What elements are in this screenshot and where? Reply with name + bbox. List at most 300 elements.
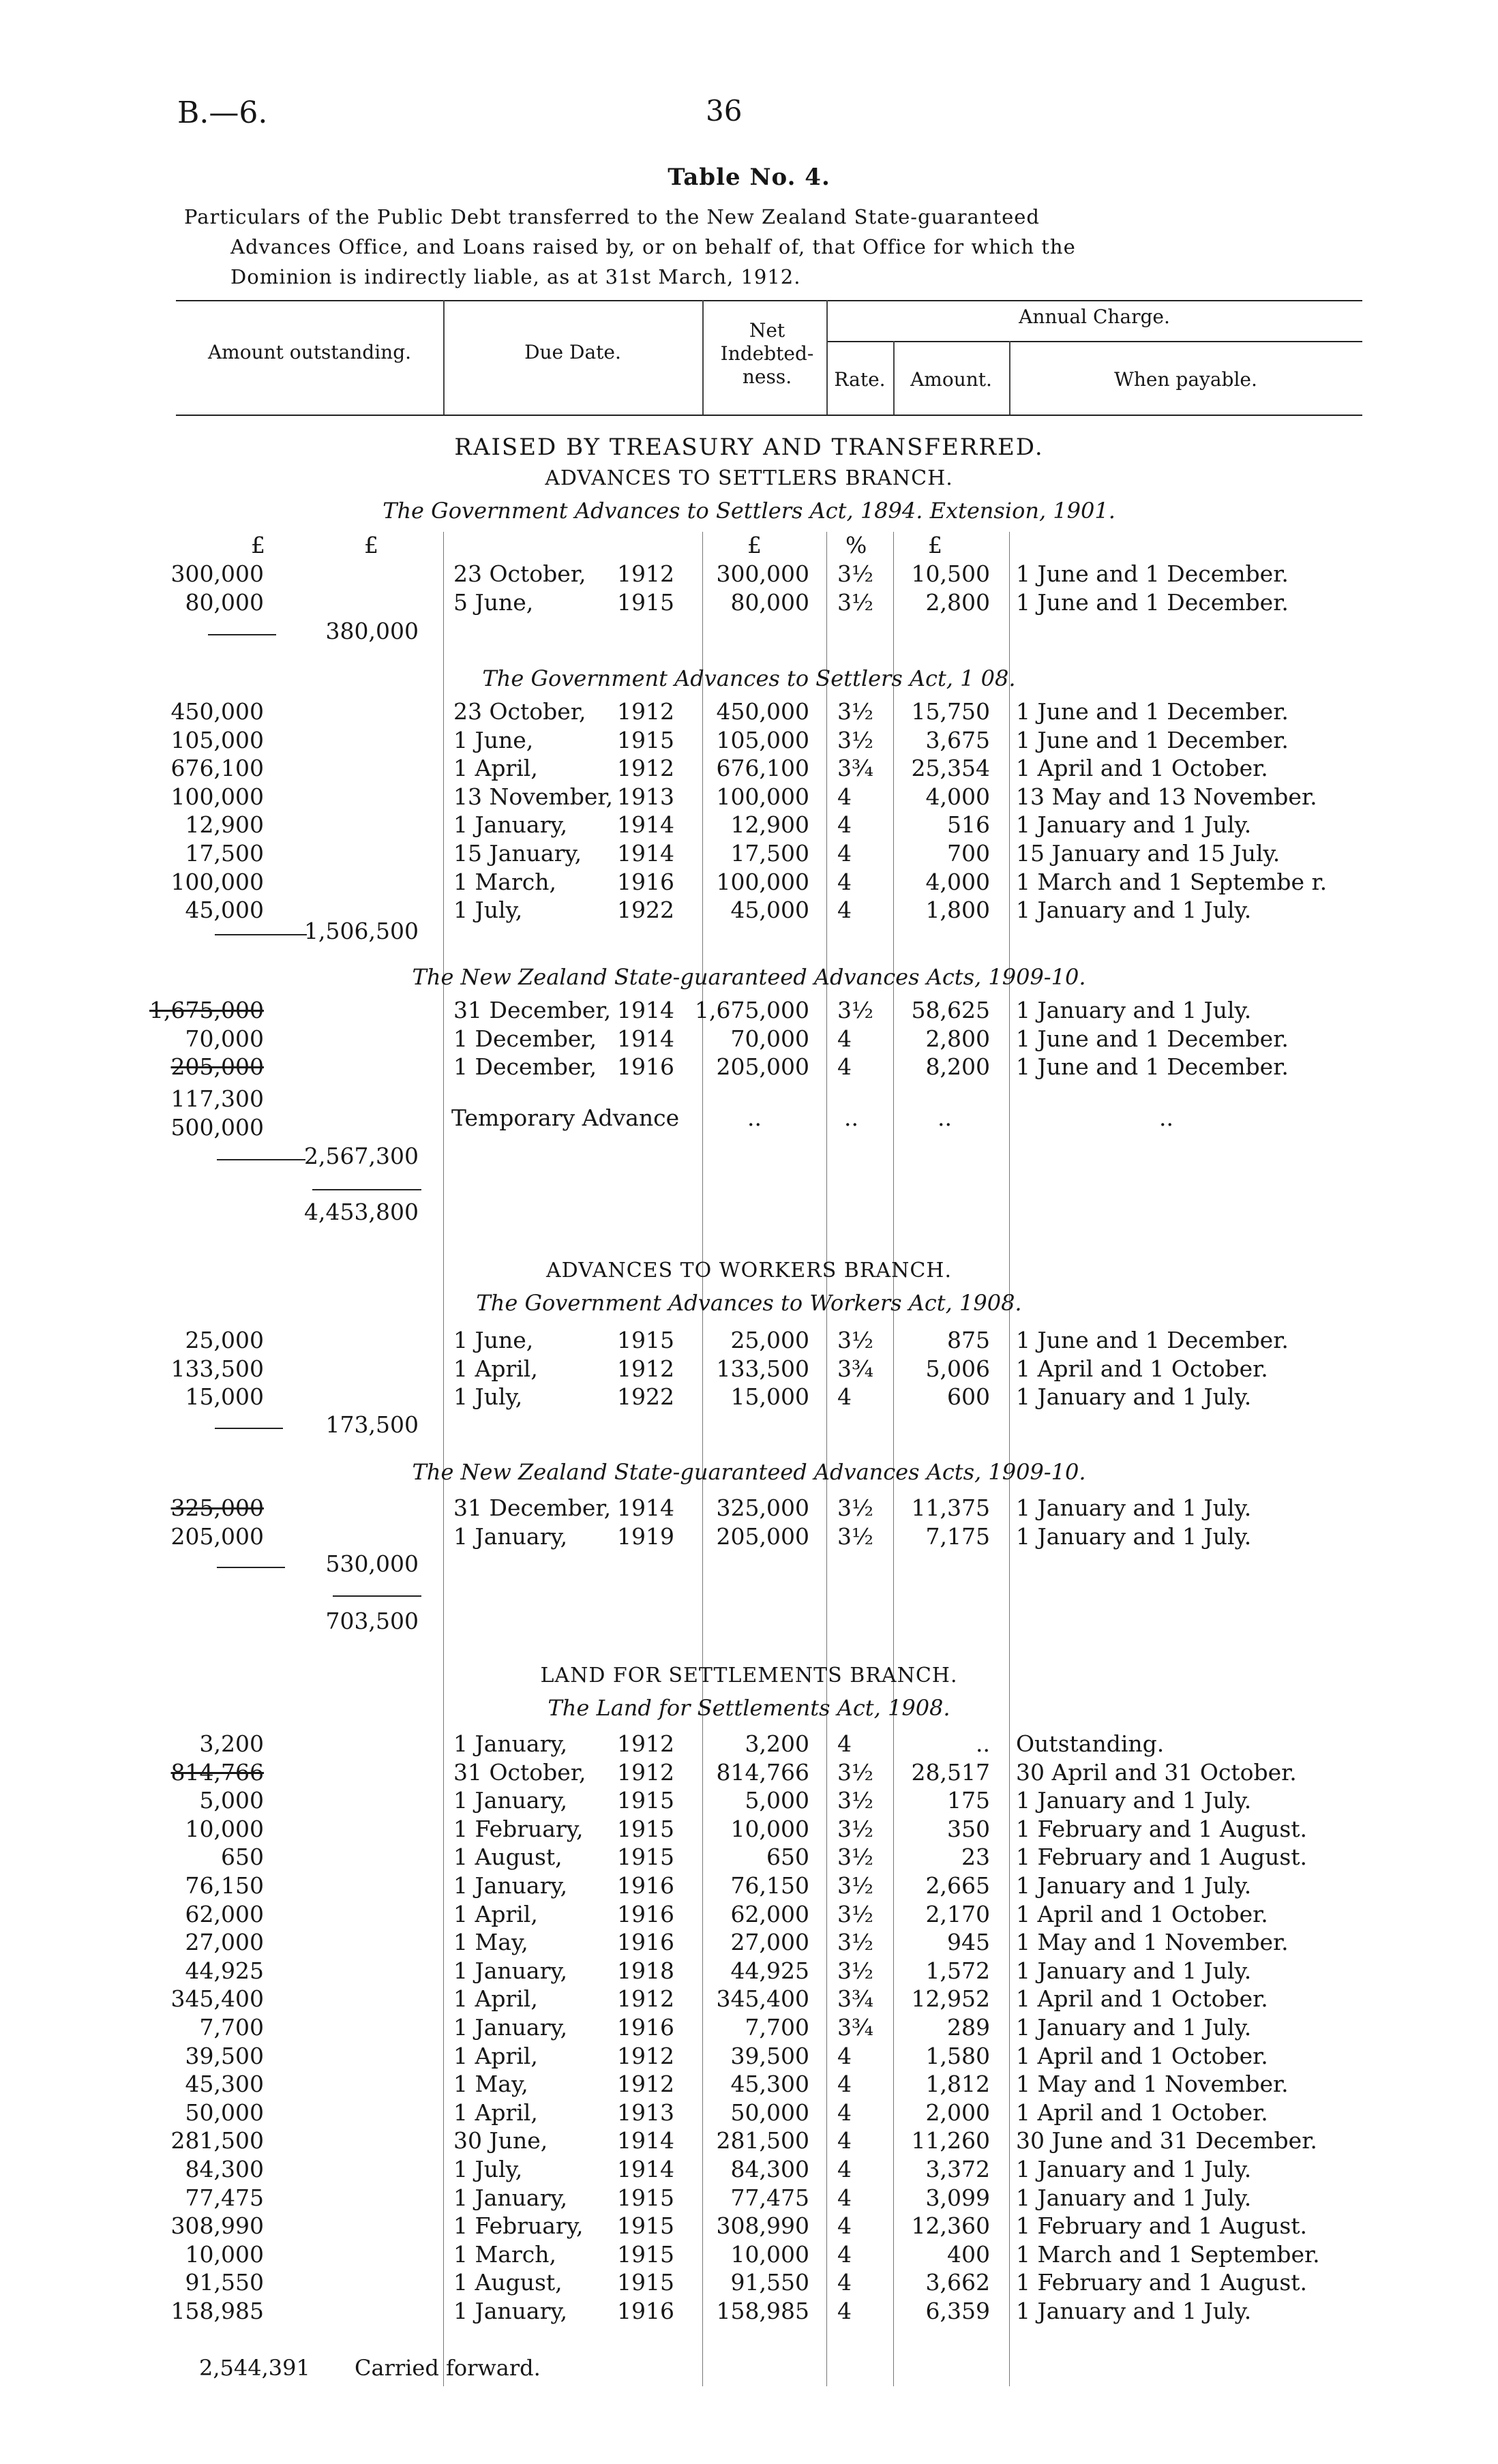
annual-amount: 1,800 xyxy=(925,897,990,924)
when-payable: 1 April and 1 October. xyxy=(1016,2042,1268,2069)
when-payable: 30 June and 31 December. xyxy=(1016,2127,1317,2154)
dots: .. xyxy=(747,1105,762,1131)
net-indebtedness: 25,000 xyxy=(730,1327,809,1353)
annual-amount: 700 xyxy=(947,840,990,867)
rate: 4 xyxy=(837,1053,852,1081)
amount-outstanding: 205,000 xyxy=(170,1053,264,1081)
due-date: 1 March, xyxy=(453,2240,556,2268)
amount-outstanding: 5,000 xyxy=(199,1787,264,1814)
temporary-advance-label: Temporary Advance xyxy=(451,1105,680,1131)
due-year: 1915 xyxy=(617,2184,674,2211)
rate: 4 xyxy=(837,897,852,924)
rate: 4 xyxy=(837,1383,852,1411)
net-indebtedness: 44,925 xyxy=(730,1957,809,1984)
rate: 3¾ xyxy=(837,755,873,782)
annual-amount: 1,572 xyxy=(925,1957,990,1984)
due-year: 1915 xyxy=(617,726,674,753)
act-heading-settlers-1908: The Government Advances to Settlers Act, 1 08. xyxy=(482,665,1016,691)
table-row xyxy=(0,1816,1498,1844)
when-payable: 1 January and 1 July. xyxy=(1016,2014,1252,2041)
net-indebtedness: 10,000 xyxy=(730,2240,809,2268)
due-year: 1912 xyxy=(617,1355,674,1382)
col-annual-charge: Annual Charge. xyxy=(1019,305,1170,328)
rate: 3½ xyxy=(837,1522,873,1550)
amount-outstanding: 10,000 xyxy=(185,2240,264,2268)
due-year: 1915 xyxy=(617,1327,674,1353)
subtotal-state-guaranteed-1: 2,567,300 xyxy=(304,1143,419,1169)
net-indebtedness: 100,000 xyxy=(716,868,809,895)
due-date: 1 July, xyxy=(453,1383,523,1411)
rate: 4 xyxy=(837,2099,852,2126)
annual-amount: 23 xyxy=(961,1844,990,1871)
amount-outstanding: 281,500 xyxy=(170,2127,264,2154)
when-payable: 1 June and 1 December. xyxy=(1016,1327,1289,1353)
table-row xyxy=(0,2269,1498,2298)
annual-amount: 25,354 xyxy=(911,755,990,782)
table-row xyxy=(0,2014,1498,2043)
net-indebtedness: 105,000 xyxy=(716,726,809,753)
unit-row xyxy=(0,532,1498,560)
when-payable: 1 January and 1 July. xyxy=(1016,1787,1252,1814)
due-year: 1914 xyxy=(617,1025,674,1052)
amount-outstanding: 308,990 xyxy=(170,2212,264,2240)
rate: 4 xyxy=(837,1025,852,1052)
col-amount-outstanding: Amount outstanding. xyxy=(207,341,412,363)
annual-amount: 516 xyxy=(947,811,990,839)
unit-pound: £ xyxy=(747,532,762,558)
due-year: 1913 xyxy=(617,783,674,810)
due-year: 1916 xyxy=(617,1929,674,1956)
act-heading-state-guaranteed-2: The New Zealand State-guaranteed Advances Acts, 1909-10. xyxy=(412,1459,1086,1485)
subtotal-rule xyxy=(215,934,307,935)
rate: 3½ xyxy=(837,726,873,753)
table-row xyxy=(0,755,1498,783)
amount-outstanding: 91,550 xyxy=(185,2269,264,2296)
annual-charge-rule xyxy=(826,341,1362,342)
due-date: 1 March, xyxy=(453,868,556,895)
rate: 4 xyxy=(837,868,852,895)
net-indebtedness: 281,500 xyxy=(716,2127,809,2154)
total-workers-branch: 703,500 xyxy=(325,1608,419,1634)
amount-outstanding: 450,000 xyxy=(170,698,264,725)
annual-amount: 1,580 xyxy=(925,2042,990,2069)
rate: 3¾ xyxy=(837,1985,873,2013)
amount-outstanding: 12,900 xyxy=(185,811,264,839)
net-indebtedness: 450,000 xyxy=(716,698,809,725)
annual-amount: 15,750 xyxy=(911,698,990,725)
when-payable: 1 January and 1 July. xyxy=(1016,2156,1252,2182)
due-date: 1 February, xyxy=(453,2212,584,2240)
rate: 3¾ xyxy=(837,1355,873,1382)
when-payable: 1 June and 1 December. xyxy=(1016,588,1289,616)
dots: .. xyxy=(938,1105,952,1131)
due-year: 1918 xyxy=(617,1957,674,1984)
due-date: 1 April, xyxy=(453,2099,538,2126)
when-payable: 1 March and 1 Septembe r. xyxy=(1016,868,1328,895)
table-row xyxy=(0,727,1498,755)
when-payable: 1 January and 1 July. xyxy=(1016,2298,1252,2324)
amount-outstanding: 205,000 xyxy=(170,1522,264,1550)
carried-forward-amount: 2,544,391 xyxy=(199,2355,310,2381)
when-payable: 1 June and 1 December. xyxy=(1016,1053,1289,1081)
when-payable: 1 January and 1 July. xyxy=(1016,997,1252,1023)
due-date: 1 April, xyxy=(453,2042,538,2069)
due-date: 1 January, xyxy=(453,2298,568,2324)
table-row xyxy=(0,1901,1498,1929)
rate: 4 xyxy=(837,783,852,810)
due-year: 1915 xyxy=(617,2240,674,2268)
when-payable: 1 February and 1 August. xyxy=(1016,1815,1308,1842)
dots: .. xyxy=(844,1105,858,1131)
net-indebtedness: 676,100 xyxy=(716,755,809,782)
amount-outstanding: 25,000 xyxy=(185,1327,264,1353)
table-row xyxy=(0,869,1498,897)
when-payable: 1 April and 1 October. xyxy=(1016,1900,1268,1927)
rate: 3½ xyxy=(837,588,873,616)
net-indebtedness: 325,000 xyxy=(716,1494,809,1521)
net-indebtedness: 300,000 xyxy=(716,560,809,587)
when-payable: 1 January and 1 July. xyxy=(1016,1494,1252,1521)
table-row xyxy=(0,2127,1498,2156)
when-payable: 1 April and 1 October. xyxy=(1016,2099,1268,2126)
rate: 3½ xyxy=(837,1900,873,1927)
due-date: 1 December, xyxy=(453,1025,597,1052)
table-row xyxy=(0,1787,1498,1816)
due-year: 1914 xyxy=(617,840,674,867)
due-date: 1 April, xyxy=(453,1985,538,2013)
when-payable: 1 February and 1 August. xyxy=(1016,1844,1308,1871)
net-indebtedness: 39,500 xyxy=(730,2042,809,2069)
amount-outstanding: 345,400 xyxy=(170,1985,264,2013)
amount-outstanding: 45,300 xyxy=(185,2071,264,2098)
col-when-payable: When payable. xyxy=(1114,368,1257,391)
subtotal-rule xyxy=(217,1159,305,1160)
branch-heading-settlers: ADVANCES TO SETTLERS BRANCH. xyxy=(545,466,953,490)
due-date: 1 January, xyxy=(453,811,568,839)
net-indebtedness: 12,900 xyxy=(730,811,809,839)
amount-outstanding: 1,675,000 xyxy=(149,997,264,1023)
annual-amount: 289 xyxy=(947,2014,990,2041)
table-row xyxy=(0,840,1498,869)
net-indebtedness: 5,000 xyxy=(745,1787,809,1814)
due-date: 31 December, xyxy=(453,1494,612,1521)
amount-outstanding: 325,000 xyxy=(170,1494,264,1521)
when-payable: 1 January and 1 July. xyxy=(1016,2184,1252,2211)
amount-outstanding: 100,000 xyxy=(170,783,264,810)
document-reference: B.—6. xyxy=(177,95,268,130)
rate: 3½ xyxy=(837,1815,873,1842)
annual-amount: .. xyxy=(976,1730,990,1757)
amount-outstanding: 15,000 xyxy=(185,1383,264,1411)
due-date: 1 May, xyxy=(453,1929,528,1956)
amount-outstanding: 158,985 xyxy=(170,2298,264,2324)
due-year: 1914 xyxy=(617,2127,674,2154)
when-payable: 1 April and 1 October. xyxy=(1016,1985,1268,2013)
amount-outstanding: 27,000 xyxy=(185,1929,264,1956)
net-indebtedness: 15,000 xyxy=(730,1383,809,1411)
total-rule xyxy=(333,1595,421,1597)
due-date: 5 June, xyxy=(453,588,534,616)
annual-amount: 2,800 xyxy=(925,588,990,616)
rate: 4 xyxy=(837,2156,852,2182)
due-date: 1 January, xyxy=(453,1522,568,1550)
due-year: 1915 xyxy=(617,1787,674,1814)
annual-amount: 2,665 xyxy=(925,1872,990,1899)
amount-outstanding: 44,925 xyxy=(185,1957,264,1984)
net-indebtedness: 205,000 xyxy=(716,1053,809,1081)
temp-amount-2: 500,000 xyxy=(170,1114,264,1141)
due-year: 1919 xyxy=(617,1522,674,1550)
when-payable: 15 January and 15 July. xyxy=(1016,840,1280,867)
net-indebtedness: 91,550 xyxy=(730,2269,809,2296)
due-date: 23 October, xyxy=(453,698,586,725)
amount-outstanding: 39,500 xyxy=(185,2042,264,2069)
amount-outstanding: 100,000 xyxy=(170,868,264,895)
net-indebtedness: 7,700 xyxy=(745,2014,809,2041)
annual-amount: 10,500 xyxy=(911,560,990,587)
when-payable: 1 January and 1 July. xyxy=(1016,811,1252,839)
table-row xyxy=(0,1872,1498,1901)
subtotal-rule xyxy=(215,1428,283,1429)
caption-line-1: Particulars of the Public Debt transferred to the New Zealand State-guaranteed xyxy=(184,205,1040,228)
dots: .. xyxy=(1159,1105,1173,1131)
annual-amount: 28,517 xyxy=(911,1758,990,1786)
annual-amount: 7,175 xyxy=(925,1522,990,1550)
due-date: 1 April, xyxy=(453,1900,538,1927)
when-payable: 1 January and 1 July. xyxy=(1016,1957,1252,1984)
rate: 3½ xyxy=(837,1929,873,1956)
subtotal-settlers-1908: 1,506,500 xyxy=(304,918,419,944)
rate: 4 xyxy=(837,1730,852,1757)
net-indebtedness: 70,000 xyxy=(730,1025,809,1052)
due-date: 1 January, xyxy=(453,1872,568,1899)
net-indebtedness: 3,200 xyxy=(745,1730,809,1757)
table-row xyxy=(0,1523,1498,1552)
amount-outstanding: 7,700 xyxy=(199,2014,264,2041)
subtotal-settlers-1894: 380,000 xyxy=(325,618,419,644)
due-year: 1914 xyxy=(617,1494,674,1521)
annual-amount: 6,359 xyxy=(925,2298,990,2324)
due-year: 1922 xyxy=(617,1383,674,1411)
due-date: 1 January, xyxy=(453,2014,568,2041)
net-indebtedness: 650 xyxy=(766,1844,809,1871)
annual-amount: 12,952 xyxy=(911,1985,990,2013)
annual-amount: 3,099 xyxy=(925,2184,990,2211)
when-payable: 1 June and 1 December. xyxy=(1016,726,1289,753)
due-year: 1922 xyxy=(617,897,674,924)
when-payable: 1 January and 1 July. xyxy=(1016,1522,1252,1550)
table-row xyxy=(0,2156,1498,2184)
annual-amount: 11,260 xyxy=(911,2127,990,2154)
header-top-rule xyxy=(176,300,1362,301)
amount-outstanding: 84,300 xyxy=(185,2156,264,2182)
annual-amount: 3,675 xyxy=(925,726,990,753)
table-row xyxy=(0,2184,1498,2213)
table-row xyxy=(0,1957,1498,1986)
net-indebtedness: 45,300 xyxy=(730,2071,809,2098)
due-year: 1914 xyxy=(617,811,674,839)
annual-amount: 2,800 xyxy=(925,1025,990,1052)
due-year: 1912 xyxy=(617,2042,674,2069)
amount-outstanding: 10,000 xyxy=(185,1815,264,1842)
rate: 3½ xyxy=(837,1787,873,1814)
net-indebtedness: 345,400 xyxy=(716,1985,809,2013)
unit-percent: % xyxy=(845,532,867,558)
net-indebtedness: 814,766 xyxy=(716,1758,809,1786)
due-date: 1 December, xyxy=(453,1053,597,1081)
section-heading-treasury: RAISED BY TREASURY AND TRANSFERRED. xyxy=(454,434,1044,461)
unit-pound: £ xyxy=(928,532,942,558)
table-row xyxy=(0,1929,1498,1957)
amount-outstanding: 76,150 xyxy=(185,1872,264,1899)
due-year: 1916 xyxy=(617,2014,674,2041)
rate: 3½ xyxy=(837,1844,873,1871)
due-date: 1 May, xyxy=(453,2071,528,2098)
net-indebtedness: 62,000 xyxy=(730,1900,809,1927)
net-indebtedness: 80,000 xyxy=(730,588,809,616)
due-year: 1916 xyxy=(617,2298,674,2324)
act-heading-settlers-1894: The Government Advances to Settlers Act, 1894. Extension, 1901. xyxy=(383,498,1115,524)
due-date: 1 June, xyxy=(453,726,534,753)
act-heading-land-1908: The Land for Settlements Act, 1908. xyxy=(548,1695,950,1721)
table-row xyxy=(0,2241,1498,2270)
net-indebtedness: 158,985 xyxy=(716,2298,809,2324)
page-number: 36 xyxy=(706,94,743,127)
due-year: 1916 xyxy=(617,1872,674,1899)
due-date: 1 January, xyxy=(453,1957,568,1984)
rate: 3½ xyxy=(837,997,873,1023)
total-settlers-branch: 4,453,800 xyxy=(304,1199,419,1225)
branch-heading-workers: ADVANCES TO WORKERS BRANCH. xyxy=(545,1259,953,1282)
due-year: 1912 xyxy=(617,755,674,782)
annual-amount: 3,372 xyxy=(925,2156,990,2182)
caption-line-3: Dominion is indirectly liable, as at 31st March, 1912. xyxy=(230,265,801,288)
rate: 4 xyxy=(837,2127,852,2154)
due-date: 30 June, xyxy=(453,2127,548,2154)
branch-heading-land: LAND FOR SETTLEMENTS BRANCH. xyxy=(540,1664,958,1687)
due-year: 1914 xyxy=(617,997,674,1023)
rate: 4 xyxy=(837,2184,852,2211)
annual-amount: 400 xyxy=(947,2240,990,2268)
table-row xyxy=(0,2043,1498,2071)
annual-amount: 2,170 xyxy=(925,1900,990,1927)
amount-outstanding: 17,500 xyxy=(185,840,264,867)
amount-outstanding: 62,000 xyxy=(185,1900,264,1927)
table-row xyxy=(0,2071,1498,2099)
carried-forward-label: Carried forward. xyxy=(355,2355,541,2381)
subtotal-rule xyxy=(217,1567,285,1568)
due-year: 1912 xyxy=(617,2071,674,2098)
when-payable: 1 January and 1 July. xyxy=(1016,1383,1252,1411)
due-year: 1916 xyxy=(617,868,674,895)
rate: 4 xyxy=(837,811,852,839)
table-row xyxy=(0,1494,1498,1523)
rate: 3½ xyxy=(837,1494,873,1521)
table-row xyxy=(0,783,1498,812)
when-payable: 1 June and 1 December. xyxy=(1016,1025,1289,1052)
amount-outstanding: 45,000 xyxy=(185,897,264,924)
when-payable: 1 January and 1 July. xyxy=(1016,897,1252,924)
table-title: Table No. 4. xyxy=(668,164,830,191)
rate: 3½ xyxy=(837,560,873,587)
caption-line-2: Advances Office, and Loans raised by, or on behalf of, that Office for which the xyxy=(230,235,1076,258)
rate: 4 xyxy=(837,2269,852,2296)
rate: 4 xyxy=(837,2042,852,2069)
act-heading-state-guaranteed-1: The New Zealand State-guaranteed Advances Acts, 1909-10. xyxy=(412,964,1086,990)
when-payable: 1 April and 1 October. xyxy=(1016,755,1268,782)
net-indebtedness: 205,000 xyxy=(716,1522,809,1550)
net-indebtedness: 84,300 xyxy=(730,2156,809,2182)
due-year: 1916 xyxy=(617,1053,674,1081)
due-date: 1 January, xyxy=(453,2184,568,2211)
table-row xyxy=(0,2298,1498,2326)
net-indebtedness: 77,475 xyxy=(730,2184,809,2211)
subtotal-workers-1908: 173,500 xyxy=(325,1411,419,1438)
amount-outstanding: 70,000 xyxy=(185,1025,264,1052)
due-date: 1 July, xyxy=(453,897,523,924)
net-indebtedness: 10,000 xyxy=(730,1815,809,1842)
temp-amount-1: 117,300 xyxy=(170,1085,264,1112)
when-payable: 1 June and 1 December. xyxy=(1016,698,1289,725)
subtotal-state-guaranteed-2: 530,000 xyxy=(325,1550,419,1577)
when-payable: 1 February and 1 August. xyxy=(1016,2212,1308,2240)
due-date: 31 October, xyxy=(453,1758,586,1786)
rate: 4 xyxy=(837,840,852,867)
table-row xyxy=(0,1844,1498,1872)
amount-outstanding: 77,475 xyxy=(185,2184,264,2211)
when-payable: 13 May and 13 November. xyxy=(1016,783,1317,810)
act-heading-workers-1908: The Government Advances to Workers Act, 1908. xyxy=(476,1290,1022,1316)
annual-amount: 1,812 xyxy=(925,2071,990,2098)
due-date: 1 June, xyxy=(453,1327,534,1353)
due-date: 1 August, xyxy=(453,1844,563,1871)
due-date: 1 January, xyxy=(453,1730,568,1757)
due-date: 1 January, xyxy=(453,1787,568,1814)
table-row xyxy=(0,1730,1498,1759)
when-payable: 1 May and 1 November. xyxy=(1016,2071,1289,2098)
when-payable: 1 January and 1 July. xyxy=(1016,1872,1252,1899)
amount-outstanding: 650 xyxy=(221,1844,264,1871)
rate: 4 xyxy=(837,2240,852,2268)
amount-outstanding: 3,200 xyxy=(199,1730,264,1757)
rate: 4 xyxy=(837,2071,852,2098)
table-caption xyxy=(184,202,1370,292)
when-payable: 1 June and 1 December. xyxy=(1016,560,1289,587)
due-year: 1915 xyxy=(617,2269,674,2296)
table-row xyxy=(0,698,1498,727)
due-date: 1 July, xyxy=(453,2156,523,2182)
rate: 3½ xyxy=(837,1957,873,1984)
unit-pound: £ xyxy=(251,532,265,558)
due-year: 1915 xyxy=(617,2212,674,2240)
table-row xyxy=(0,1053,1498,1082)
annual-amount: 8,200 xyxy=(925,1053,990,1081)
annual-amount: 4,000 xyxy=(925,783,990,810)
net-indebtedness: 1,675,000 xyxy=(695,997,809,1023)
due-year: 1912 xyxy=(617,1758,674,1786)
net-indebtedness: 45,000 xyxy=(730,897,809,924)
rate: 3½ xyxy=(837,698,873,725)
net-indebtedness: 308,990 xyxy=(716,2212,809,2240)
net-indebtedness: 100,000 xyxy=(716,783,809,810)
table-row xyxy=(0,1025,1498,1054)
due-date: 1 April, xyxy=(453,1355,538,1382)
header-divider xyxy=(702,300,704,415)
annual-amount: 58,625 xyxy=(911,997,990,1023)
due-year: 1916 xyxy=(617,1900,674,1927)
due-year: 1912 xyxy=(617,1985,674,2013)
annual-amount: 3,662 xyxy=(925,2269,990,2296)
